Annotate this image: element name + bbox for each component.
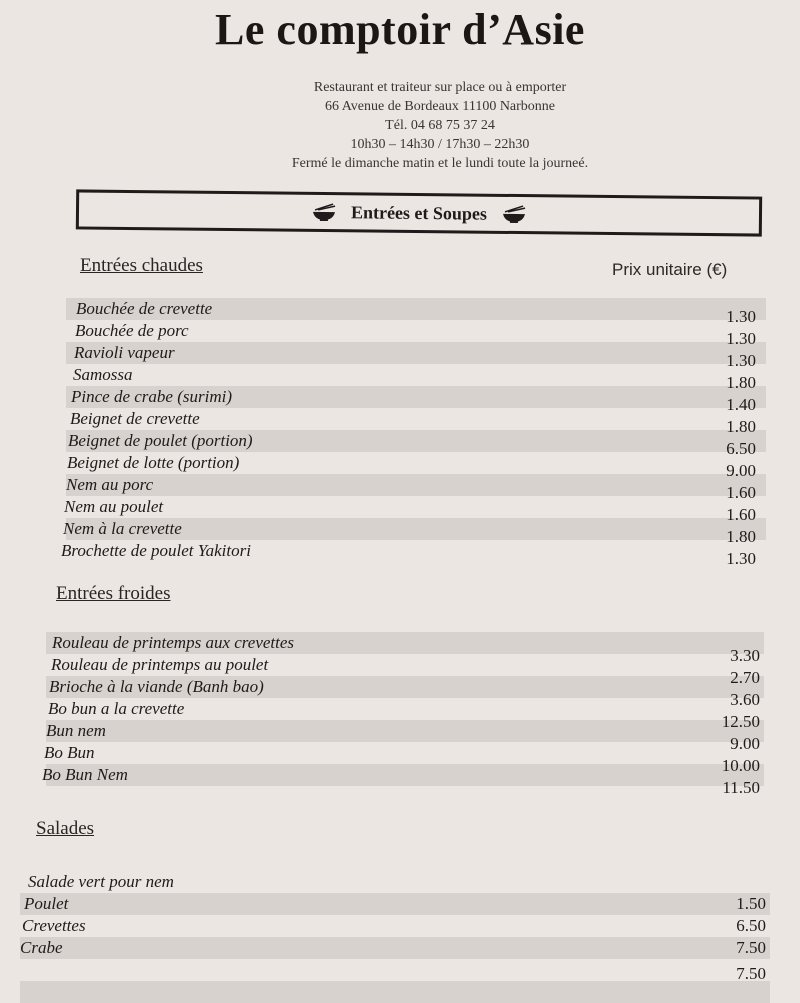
list-item: Nem au porc (66, 474, 766, 496)
section-banner (76, 189, 762, 236)
restaurant-title: Le comptoir d’Asie (215, 5, 585, 54)
bowl-icon (501, 205, 527, 223)
list-item: Brochette de poulet Yakitori (66, 540, 766, 562)
banner-title: Entrées et Soupes (350, 201, 488, 224)
list-item: Nem à la crevette (66, 518, 766, 540)
list-item: Bo Bun (46, 742, 764, 764)
price: 1.30 (726, 329, 756, 348)
section-title-salades: Salades (36, 818, 95, 839)
price: 1.80 (726, 417, 756, 436)
prices-salades (668, 893, 770, 985)
section-title-entrees-froides: Entrées froides (56, 583, 171, 604)
list-item: Beignet de lotte (portion) (66, 452, 766, 474)
price: 1.40 (726, 395, 756, 414)
list-item: Crevettes (20, 915, 770, 937)
price: 2.70 (730, 668, 760, 687)
info-line: Restaurant et traiteur sur place ou à emporter (313, 80, 567, 95)
list-item: Beignet de poulet (portion) (66, 430, 766, 452)
section-title-entrees-chaudes: Entrées chaudes (80, 255, 203, 276)
list-item: Ravioli vapeur (66, 342, 766, 364)
list-item (20, 959, 770, 981)
price: 9.00 (730, 734, 760, 753)
info-line: Fermé le dimanche matin et le lundi toute la journeé. (291, 156, 589, 171)
list-item: Brioche à la viande (Banh bao) (46, 676, 764, 698)
items-salades (20, 871, 770, 1003)
price-header: Prix unitaire (€) (612, 260, 728, 279)
list-item: Rouleau de printemps aux crevettes (46, 632, 764, 654)
list-item: Bo Bun Nem (46, 764, 764, 786)
price: 10.00 (721, 756, 760, 775)
list-item: Pince de crabe (surimi) (66, 386, 766, 408)
list-item: Poulet (20, 893, 770, 915)
price: 1.80 (726, 527, 756, 546)
price: 1.60 (726, 505, 756, 524)
info-line: 10h30 – 14h30 / 17h30 – 22h30 (350, 137, 530, 152)
list-item: Beignet de crevette (66, 408, 766, 430)
list-item: Bo bun a la crevette (46, 698, 764, 720)
items-entrees-froides (42, 632, 764, 808)
prices-entrees-froides (660, 645, 764, 799)
price: 11.50 (722, 778, 760, 797)
price: 3.60 (730, 690, 760, 709)
prices-entrees-chaudes (660, 306, 760, 570)
info-line: Tél. 04 68 75 37 24 (385, 118, 495, 133)
price: 6.50 (736, 916, 766, 935)
price: 12.50 (721, 712, 760, 731)
price: 1.80 (726, 373, 756, 392)
list-item: Crabe (20, 937, 770, 959)
list-item (46, 786, 764, 808)
price: 1.30 (726, 549, 756, 568)
price: 3.30 (730, 646, 760, 665)
info-line: 66 Avenue de Bordeaux 11100 Narbonne (324, 99, 556, 114)
price: 6.50 (726, 439, 756, 458)
list-item: Salade vert pour nem (20, 871, 770, 893)
list-item: Rouleau de printemps au poulet (46, 654, 764, 676)
price: 7.50 (736, 964, 766, 983)
list-item: Bouchée de crevette (66, 298, 766, 320)
restaurant-info (200, 78, 680, 173)
price: 7.50 (736, 938, 766, 957)
list-item: Samossa (66, 364, 766, 386)
price: 9.00 (726, 461, 756, 480)
list-item: Bun nem (46, 720, 764, 742)
price: 1.30 (726, 307, 756, 326)
price: 1.50 (736, 894, 766, 913)
price: 1.30 (726, 351, 756, 370)
list-item: Bouchée de porc (66, 320, 766, 342)
list-item: Nem au poulet (66, 496, 766, 518)
price: 1.60 (726, 483, 756, 502)
bowl-icon (311, 203, 337, 221)
